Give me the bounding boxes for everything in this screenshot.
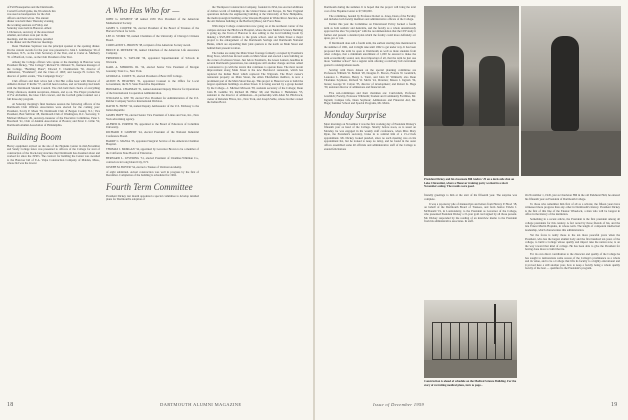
list-item: JOHN G. KEMENY '48 named 1959 Vice President of the American Mathematical Society. [106,17,199,25]
list-item: WILLIAM A. LEE '39, elected Vice President for Administration of the U.S. Rubber Company Service International Division. [106,95,199,104]
paragraph: Earlier this year the Committee on Educational Policy backed a fourth term as both realistic and desirable, and the faculty as a whole unanimously approved the idea "in principle" with the recommendation that the CEP study it further and present a detailed plan which the faculty could more definitely act upon, pro or con. [324,22,416,41]
right-page-number: 19 [611,402,618,408]
left-page-number: 18 [7,402,14,408]
paragraph: Dartmouth during the summer. It is hoped that the project will bring the total cost of the Hopkins Center to $7,500,000. [324,5,416,13]
who-list [106,18,199,169]
list-item: CORTLANDT L. BROWN '38, recipient of the American Society award. [106,42,191,47]
paragraph: It was a top-heavy pile of manuscripts and letters from Harvey P. Hood '18, on behalf of the Dartmouth Board of Trustees, and from Justice Edwin J. McDonald '19, in Londonderry, to the President as Governor of the College, who presented President Dickey a 15-year gold card signed by all those present. Mr. Dickey responded by the reading of an interview memo to the President from his administrative associates. In staff. [424,201,517,224]
figure-left [442,46,464,126]
water [521,131,621,176]
intro-line: of Fall Houseparties and the Dartmouth- [7,5,54,9]
paragraph: Most mornings on November 2 was the first working day of President Dickey's fifteenth year as head of the College. Shortly before noon, as is usual on Monday, he was engaged in his weekly staff conference, when Miss Mary Ryan, the President's secretary, broke in to remind him of a 15-o'clock appointment. Mr. Dickey looked puzzled, since no such meeting was on his appointment list, but he looked to keep no delay, and he found in the outer offices assembled some 40 officials and administrative staff of the College to extend felicitations [324,121,416,151]
intro-line: was used as headquarters for the club [7,12,51,17]
paragraph: Dean Thaddeus Seymour was the principal speaker at the opening dinner. On the current awards for the year was presented to John I. Grimberger '26 of Rochester, N.Y., as the Club Secretary of the Year, and to Carter A. Mulberry '31 of Hartford, Conn., as the Club President of the Year. [7,44,100,59]
building-frame [432,322,512,360]
sidebar-heading-who-has-who: A Who Has Who for — [106,6,180,15]
paragraph: Club officers and their wives had a Ski Hut coffee hour with Director of Athletics Robert P. Rollie '37, and fall head coaches, and on Saturday had lunch with the Dartmouth Student Council. The club held their choice of everything Friday afternoon, alumni receptions, dinners, and so on. The Player production of For Alchemist, the Glee Club concert, and the football game rounded out a full three-day program. [7,78,100,101]
list-item: BARRY C. MASSA '35, appointed Surgical Service of the American Chamber Hospital. [106,138,199,147]
paragraph: friendly greetings to him at the start of his fifteenth year. The surprise was complete. [424,193,517,201]
left-column-3 [207,6,303,106]
figure-standing [551,36,579,131]
paragraph: Among the College officers who spoke at the meetings in Hanover were President Dickey, "The College"; Richard W. Olmsted '31, business manager of the College, "Building Plans"; Edward T. Chamberlain '36, director of admissions, "Freshmen"; and the Class of 1963; and George H. Colton '35, director of public events, "The Campaign Story." [7,59,100,78]
paragraph: Serving with Dean Jensen on the special planning committee are Professors William W. Ballard '28, Douglas E. Brown, Francis W. Gramlich, Laurence L. Harmon, Henry L. Tonic, and John W. Wilmarth; also Dean Thaddeus Seymour, Richard W. Moltz '24, librarian; Mason I. Ingram '34, bursar; George W. Colton '35, director of development; and Robert K. Hage '30, assistant director of admissions and financial aid. [324,67,416,90]
intro-line: Saturday were held in Hanover. Albert [7,26,52,31]
list-item: GEORGE A. COOTE '31, elected President of Beta Cliff College. [106,73,183,78]
intro-line: the working sessions on Friday and [7,22,48,27]
paragraph: President Dickey last month appointed a special committee to develop detailed plans for Dartmouth's adoption of [106,193,199,202]
list-item: BERNARD L. LEVERING '31, elected President of Chamber-Whitman Co., contractors in Long Island City, N.Y. [106,156,199,164]
photo-lake-scene-right [521,6,621,176]
left-page [0,0,313,420]
intro-line: officers and their wives. The annual [7,15,49,20]
list-item: BRUCE R. MEEKER '36, named Chairman of the American Life Assurance Company. [106,47,199,56]
photo-dickey-on-lake [424,6,519,176]
intro-line: Cornell football game, the Woodstock Inn [7,8,56,13]
right-column-2 [424,194,517,225]
paragraph: The committee, headed by Professor Robert A. Jones, Dean of the Faculty, and includes both faculty members and administrative officers of the College. [324,13,416,22]
paragraph: Heavy equipment arrived on the site of the Hopkins Center in mid-November and Sandy College fence was presented to officers of the College for start of construction of the block-long structure that Dartmouth has dreamed about and worked for since the 1950's. The contract for building the Center was awarded to the Hanover bid of E.A. Volpe Construction Company of Malden, Mass., whose bid was the lowest [7,143,100,166]
paragraph: Five sub-committees and their chairmen are: Curriculum, Professor Gramlich; Faculty, Professor Wilmarth; Student and Community Facilities, Mr. Ingram; Campus Life, Dean Seymour; Admissions and Financial Aid, Mr. Hage; Summer School and Special Programs, Mr. Moltz. [324,90,416,106]
paragraph: To those who remember him first of all as a scholar, the fifteen years have witnessed more progress than any other in Dartmouth's history. President Dickey is the first of this line of the Eleazar Wheelock, a man who will be longest in office in the history of the institution. [525,201,620,217]
left-column-1 [7,6,100,167]
ground [424,360,517,378]
section-heading-monday-surprise: Monday Surprise [324,109,387,120]
intro-line: at the dinner and the Hanover meetings. [7,40,54,45]
section-heading-fourth-term: Fourth Term Committee [106,181,193,192]
crane [494,304,496,344]
figure-right [479,56,505,128]
list-item: JAMES HOFF '39, elected Senior Vice President of Lintas and Son, Inc., New York advertising agency. [106,113,199,121]
list-item: HOWARD A. CHAPMAN '31, named Assistant Deputy Director for Operations of the International Cooperation Administration. [106,87,199,95]
boat-deck [424,126,519,176]
list-item: DAVID N. HUNT '34, named Deputy Ambassador of the U.S. Embassy to the Italian Republic. [106,104,199,112]
list-item: ALTON B. BEAVERS '31, appointed Counsel to the Office for Local Government, the N.Y. State Executive Department. [106,78,199,87]
intro-line: Alumni, and others took part in the [7,33,48,38]
paragraph: On November 1, 1945, just as Charleton Hill in the old Parkhurst Hall, he entered his fifteenth year as President of Dartmouth College. [525,193,620,201]
list-item: ALFRED R. PORTER '36, appointed to the Board of Educators of Columbia University. [106,121,199,130]
right-column-1 [324,6,416,153]
list-item: JAMES S. COOPER '34, elected President of the Board of Trustees of the Harvard School for Girls. [106,25,199,34]
list-item: JOSEPH M. BOYER '34, elected a Trustee of Vermont Academy. [106,164,182,169]
issue-label: Issue of December 1959 [373,402,425,407]
intro-line: I. Dickerson, secretary of the Associated [7,29,54,34]
photo2-caption: Construction is ahead of schedule on the Medical Science Building. For the story of recruiting medical plans, turn to page... [424,379,517,387]
paragraph: of eight submitted. Actual construction was well in progress by the first of December. Completion of the building is scheduled for 1962. [106,169,199,178]
paragraph: The banks are using the Main Street frontage formerly occupied by Eastman's Drug Store, which has moved south on Main Street and erected a new building on the corner of Lebanon Street. Just below Eastman's, the Green Lantern, headline in several Dartmouth generations, has undergone still another change and has added a restaurant to go with the tavern that continues to operate there. The most recent improvement along Main Street is the new Bertolucci restaurant, which has replaced the Indian Bowl which replaced The Wigwam. The Bowl owner's restaurant property on Main Street, the Allen Elizabethan mailbox, is now a prominent part of the Main Street line-up. This project to Hanover was to build the largest apartment buildings on Allen Street. It is being erected by a group headed by the College—J. Michael McGean '58, assistant secretary of the College; Dean John H. Gamble '43, Richard M. Hiller '46; and Thomas J. Hamdanna '55, assistant to the director of admissions—in partnership with Allen M. Hitchcock, owner of Rabelais Fibres, Inc., New York, and Joseph Sable, whose brother owned the Indian Bowl. [207,50,303,105]
paragraph: Something in a recent article, the President is the first president among all college presidents for this century. A fact noted by those friends of his, and the late Ernest Martin Hopkins, in whose term. The length of competent intellectual leadership, which characterizes this administration. [525,217,620,232]
intro-line: meetings, and the Association, presided [7,36,53,41]
right-column-3 [525,194,620,272]
photo-medical-science-construction [424,300,517,378]
paragraph: the Thompson Construction Company, founded in 1954, has erected additions of dollars worth of buildings in the United States and Europe. Its New England operations include the engineering building at the University of New Hampshire, the medical-surgical building at the Veterans Hospital in White River Junction, and the Air Defense building at the Bedford (Mass.) Air Force Base. [207,5,304,24]
list-item: RICHARD P. GILBERT '44, elected President of the National Industrial Conference Board. [106,130,199,138]
list-item: FREDERICK S. TAYLOR '36, appointed Superintendent of Schools in Warwick. [106,56,199,64]
intro-lines [7,6,100,45]
paragraph: Yet the focus is really those to the ten more peaceful years when the President, who has the largest alumni body and the first hundred ten years of the college, to build a College whose quality and impact take the nation now, is on the way toward that kind of college. He has been able to give the President for having done more to build that tie. [525,232,620,252]
intro-line: dinner was held there Thursday evening, [7,19,54,24]
left-column-2 [106,6,199,203]
paragraph: With major College construction now going on at the northeast corner of the campus and near the Hitchcock Hospital, where the new Medical Science Building is going up, the Town of Hanover is also adding to the local building boom by making a $525,000 addition to the grade school. And on Main Street a major project is the enlargement of the Dartmouth Savings and Dartmouth National Banks, which are expanding their joint quarters to the north on Main Street and behind their present location. [207,24,303,50]
paragraph: At Saturday morning's final business session the following officers of the Dartmouth Club Officers Association were elected for the coming year: President, Scotty P. Moen '39, Dartmouth Club of Bergen County, N.J.; Vice President, Burt Sullivan '28, Dartmouth Club of Washington, D.C. Secretary, T. Michael McKeon '49, secretary-treasurer of the Executive Committee, Peter J. Bouchard '41, Club of Alumni Association of Boston; and Ernst C. Lillie '52, Dartmouth Alumni Association of Philadelphia. [7,101,100,127]
list-item: THOMAS J. MORGAN '34, appointed by Governor Brown to be a member of the California State Board of Education. [106,147,199,155]
paragraph: For its own direct contribution to the character and quality of the College he has sought to demonstrate some reason of the College's prominence as a whole and its value, and to be a College that lifts its faculty to a highly educational and it proved here a still another year, how to keep a faculty being a whole quality faculty of the best — qualified to the President's program. [525,252,620,271]
magazine-name: DARTMOUTH ALUMNI MAGAZINE [160,402,242,407]
right-page [315,0,628,420]
list-item: KARL A. MERRING JR. '34, elected Senior Vice President of Morgan Guaranty Trust Co., New York. [106,65,199,73]
list-item: LEE O. STORR '38, named Chairman of the University of Chicago's Citizens Board. [106,34,199,42]
photo1-caption: President Dickey and his classmate Bill Andres '29 on a deck-side chat on Lake Chicoutimi, where a Hanover training party worked in a short November outing. The results were good. [424,177,515,188]
section-heading-building-boom: Building Boom [7,131,62,142]
paragraph: If Dartmouth does add a fourth term, the earliest starting date mentioned is the summer of 1961, and it might take until 1962 to get under way. It has been proposed that the term be open to Dartmouth as well as male students from other colleges, that a minimum enrollment of 1,000 be assured to make the term economically sound, and, most important of all, that the term be just one more "summer school" but a regular term offering a relatively full curriculum geared to undergraduate needs. [324,41,416,67]
